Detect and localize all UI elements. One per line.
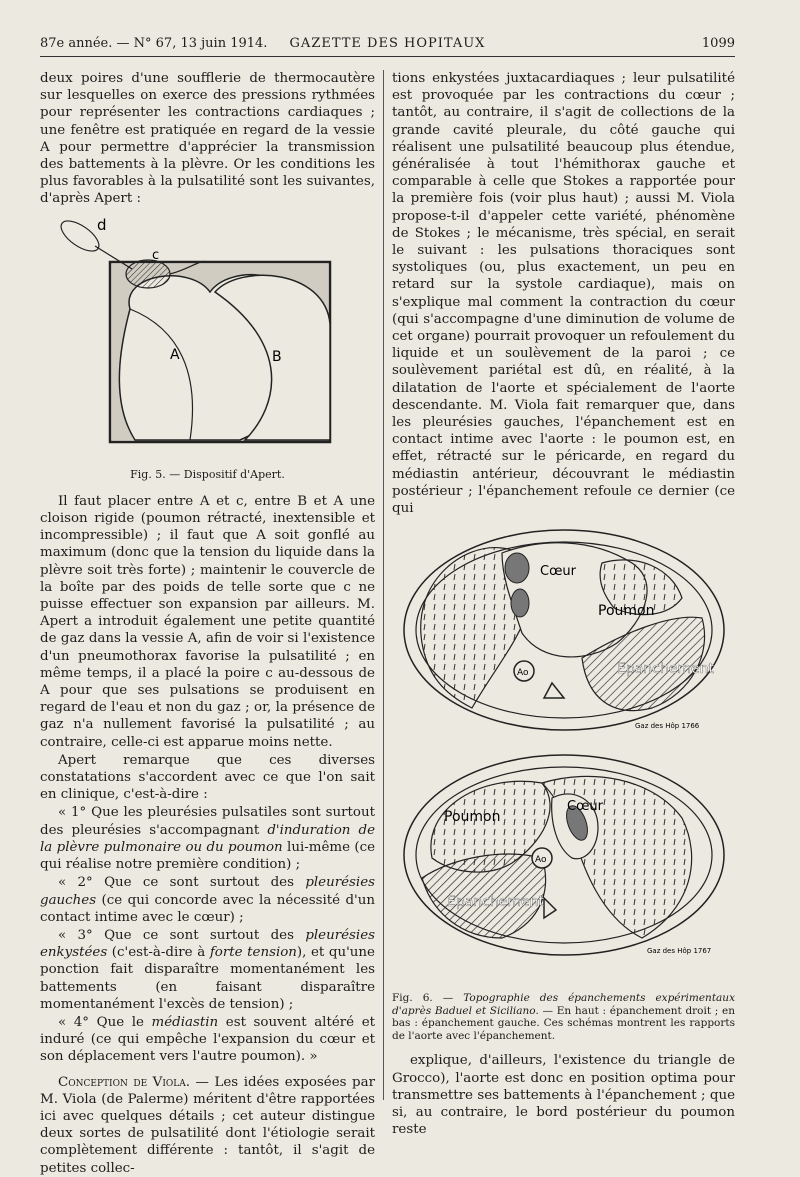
label-c: c [152,247,160,263]
issue-info: 87e année. — N° 67, 13 juin 1914. [40,36,268,51]
paragraph: Conception de Viola. — Les idées exposées par M. Viola (de Palerme) méritent d'être rapportées ici avec quelques détails ; cet auteur distingue deux sortes de pulsatilité dont l'étiologie serait complètement différente : tantôt, il s'agit de petites collec- [40,1074,375,1176]
list-item: « 1° Que les pleurésies pulsatiles sont surtout des pleurésies s'accompagnant d'induration de la plèvre pulmonaire ou du poumon lui-même (ce qui réalise notre première condition) ; [40,805,375,873]
paragraph: tions enkystées juxtacardiaques ; leur pulsatilité est provoquée par les contractions du cœur ; tantôt, au contraire, il s'agit de collections de la grande cavité pleurale, du côté gauche qui réalisent une pulsatilité beaucoup plus étendue, généralisée à tout l'hémithorax gauche et comparable à celle que Stokes a rapportée pour la première fois (voir plus haut) ; aussi M. Viola propose-t-il d'appeler cette variété, phénomène de Stokes ; le mécanisme, très spécial, en serait le suivant : les pulsations thoraciques sont systoliques (ou, plus exactement, un peu en retard sur la systole cardiaque), mais on s'explique mal comment la contraction du cœur (qui s'accompagne d'une diminution de volume de cet organe) pourrait provoquer un refoulement du liquide et un soulèvement de la paroi ; ce soulèvement pariétal est dû, en réalité, à la dilatation de l'aorte et spécialement de l'aorte descendante. M. Viola fait remarquer que, dans les pleurésies gauches, l'épanchement est en contact intime avec l'aorte : le poumon est, en effet, rétracté sur le péricarde, en regard du médiastin antérieur, découvrant le médiastin postérieur ; l'épanchement refoule ce dernier (ce qui [392,71,735,517]
figure-5-caption: Fig. 5. — Dispositif d'Apert. [130,467,285,481]
list-item: « 4° Que le médiastin est souvent altéré et induré (ce qui empêche l'expansion du cœur et son déplacement vers l'autre poumon). » [40,1014,375,1065]
list-item: « 3° Que ce sont surtout des pleurésies enkystées (c'est-à-dire à forte tension), et qu'une ponction fait disparaître momentanément les battements (en faisant disparaître momentanément l'excès de tension) ; [40,927,375,1012]
label-epanchement: Epanchement [447,894,544,911]
section-heading: Conception de Viola. [58,1074,191,1090]
label-d: d [97,215,107,234]
page-header [40,34,735,57]
label-b: B [272,348,282,365]
label-ao: Ao [535,855,547,866]
label-coeur: Cœur [567,799,603,815]
paragraph: Apert remarque que ces diverses constatations s'accordent avec ce que l'on sait en clinique, c'est-à-dire : [40,752,375,803]
paragraph: explique, d'ailleurs, l'existence du triangle de Grocco), l'aorte est donc en position optima pour transmettre ses battements à l'épanchement ; que si, au contraire, le bord postérieur du poumon reste [392,1053,735,1138]
credit: Gaz des Hôp 1766 [635,722,700,731]
label-poumon: Poumon [444,809,501,826]
figure-6-caption: Fig. 6. — Topographie des épanchements expérimentaux d'après Baduel et Siciliano. — En haut : épanchement droit ; en bas : épanchement gauche. Ces schémas montrent les rapports de l'aorte avec l'épanchement. [392,992,735,1042]
label-a: A [170,346,180,363]
journal-title: GAZETTE DES HOPITAUX [289,36,486,51]
label-ao: Ao [517,668,529,679]
label-epanchement: Epanchement [617,661,714,678]
page-number: 1099 [701,36,735,51]
paragraph: deux poires d'une soufflerie de thermocautère sur lesquelles on exerce des pressions rythmées pour représenter les contractions cardiaques ; une fenêtre est pratiquée en regard de la vessie A pour permettre d'apprécier la transmission des battements à la plèvre. Or les conditions les plus favorables à la pulsatilité sont les suivantes, d'après Apert : [40,71,375,207]
figure-5 [40,214,375,481]
right-column [392,70,735,1139]
section-bottom [404,755,724,955]
label-poumon: Poumon [598,603,655,620]
section-top [404,530,724,730]
list-item: « 2° Que ce sont surtout des pleurésies gauches (ce qui concorde avec la nécessité d'un contact intime avec le cœur) ; [40,875,375,925]
credit: Gaz des Hôp 1767 [647,947,712,956]
figure-6 [392,523,735,1042]
column-divider [383,70,384,1100]
label-coeur: Cœur [540,564,576,580]
apert-device-diagram [40,214,375,459]
paragraph: Il faut placer entre A et c, entre B et A une cloison rigide (poumon rétracté, inextensible et incompressible) ; il faut que A soit gonflé au maximum (donc que la tension du liquide dans la plèvre soit très forte) ; maintenir le couvercle de la boîte par des poids de telle sorte que c ne puisse effectuer son expansion par ailleurs. M. Apert a introduit également une petite quantité de gaz dans la vessie A, afin de voir si l'existence d'un pneumothorax favorise la pulsatilité ; en même temps, il a placé la poire c au-dessous de A pour que ses pulsations se produisent en regard de l'eau et non du gaz ; or, la présence de gaz n'a nullement favorisé la pulsatilité ; au contraire, celle-ci est apparue moins nette. [40,493,375,750]
chest-cross-sections [392,523,735,983]
left-column [40,70,375,1177]
